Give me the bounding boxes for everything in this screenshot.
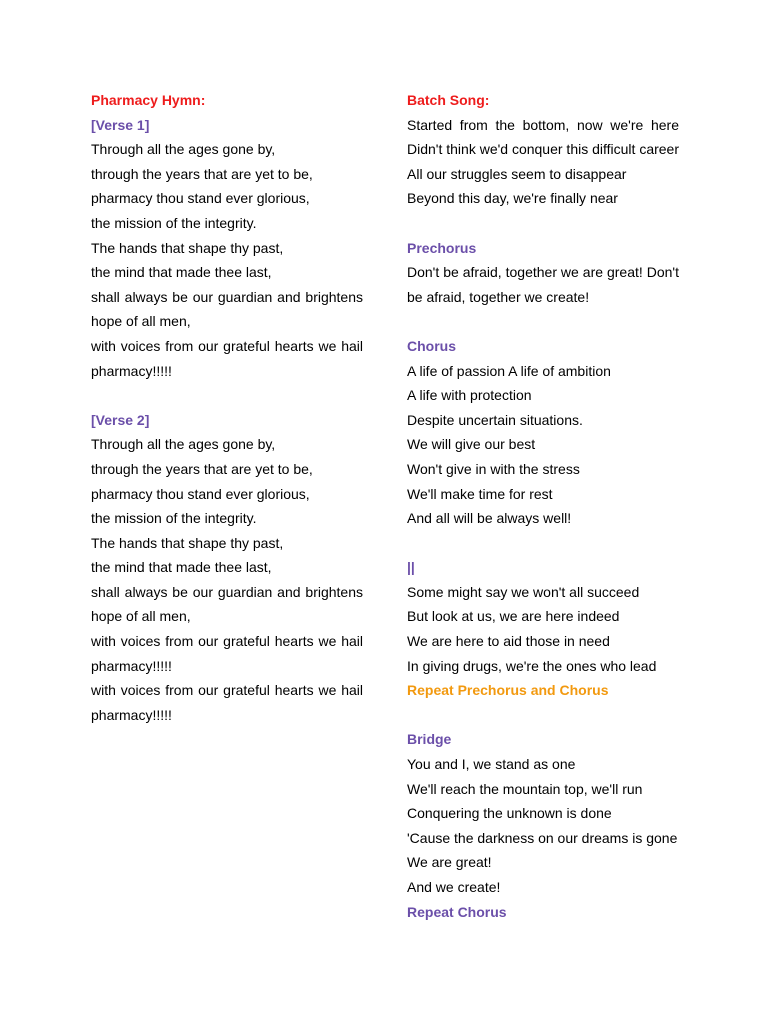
lyric-line: The hands that shape thy past,: [91, 239, 284, 256]
lyric-line: through the years that are yet to be,: [91, 165, 313, 182]
lyric-line: Through all the ages gone by,: [91, 436, 276, 453]
lyric-line: We'll reach the mountain top, we'll run: [407, 780, 643, 797]
lyric-line: The hands that shape thy past,: [91, 534, 284, 551]
bridge-lines: [407, 752, 679, 900]
lyric-line: through the years that are yet to be,: [91, 460, 313, 477]
lyric-line: the mind that made thee last,: [91, 264, 272, 281]
repeat-chorus-note: Repeat Chorus: [407, 903, 507, 920]
lyric-line: the mission of the integrity.: [91, 510, 257, 527]
lyric-line: We are here to aid those in need: [407, 633, 610, 650]
lyric-line: pharmacy thou stand ever glorious,: [91, 485, 310, 502]
repeat-prechorus-chorus-note: Repeat Prechorus and Chorus: [407, 682, 609, 699]
batch-song-title: Batch Song:: [407, 92, 490, 108]
prechorus-heading: Prechorus: [407, 239, 477, 256]
lyric-line: hope of all men,: [91, 608, 191, 625]
lyric-line: the mind that made thee last,: [91, 559, 272, 576]
spacer: [407, 531, 679, 556]
chorus-heading: Chorus: [407, 337, 456, 354]
spacer: [91, 383, 363, 408]
lyric-line: pharmacy!!!!!: [91, 657, 172, 674]
lyric-line: with voices from our grateful hearts we hail: [91, 633, 363, 650]
pharmacy-hymn-title: Pharmacy Hymn:: [91, 92, 206, 108]
lyric-line: We'll make time for rest: [407, 485, 553, 502]
lyric-line: Despite uncertain situations.: [407, 411, 583, 428]
lyric-line: Started from the bottom, now we're here: [407, 116, 679, 133]
lyric-line: 'Cause the darkness on our dreams is gone: [407, 829, 678, 846]
prechorus-text: Don't be afraid, together we are great! Don't be afraid, together we create!: [407, 264, 679, 305]
lyric-line: A life with protection: [407, 387, 532, 404]
lyric-line: pharmacy thou stand ever glorious,: [91, 190, 310, 207]
lyric-line: pharmacy!!!!!: [91, 706, 172, 723]
lyric-line: Some might say we won't all succeed: [407, 583, 640, 600]
lyric-line: You and I, we stand as one: [407, 756, 576, 773]
spacer: [407, 309, 679, 334]
lyric-line: shall always be our guardian and brightens: [91, 288, 363, 305]
verse-2-lines: [91, 432, 363, 727]
lyric-line: Won't give in with the stress: [407, 460, 580, 477]
lyric-line: And all will be always well!: [407, 510, 572, 527]
lyric-line: In giving drugs, we're the ones who lead: [407, 657, 657, 674]
part-2-heading: ||: [407, 559, 415, 576]
spacer: [407, 703, 679, 728]
lyric-line: Through all the ages gone by,: [91, 141, 276, 158]
bridge-heading: Bridge: [407, 731, 452, 748]
batch-song-verse: [407, 113, 679, 211]
chorus-lines: [407, 359, 679, 531]
lyric-line: with voices from our grateful hearts we hail: [91, 337, 363, 354]
lyric-line: Didn't think we'd conquer this difficult career: [407, 141, 680, 158]
lyric-line: pharmacy!!!!!: [91, 362, 172, 379]
lyric-line: All our struggles seem to disappear: [407, 165, 627, 182]
part-2-lines: [407, 580, 679, 678]
lyric-line: We are great!: [407, 854, 492, 871]
lyric-line: the mission of the integrity.: [91, 214, 257, 231]
lyric-line: But look at us, we are here indeed: [407, 608, 620, 625]
batch-song-column: [407, 88, 679, 924]
lyric-line: with voices from our grateful hearts we hail: [91, 682, 363, 699]
lyric-line: Beyond this day, we're finally near: [407, 190, 618, 207]
pharmacy-hymn-column: [91, 88, 363, 727]
lyric-line: shall always be our guardian and brightens: [91, 583, 363, 600]
lyric-line: A life of passion A life of ambition: [407, 362, 611, 379]
lyric-line: We will give our best: [407, 436, 536, 453]
verse-2-heading: [Verse 2]: [91, 411, 150, 428]
verse-1-heading: [Verse 1]: [91, 116, 150, 133]
lyric-line: hope of all men,: [91, 313, 191, 330]
lyric-line: Conquering the unknown is done: [407, 805, 612, 822]
lyric-line: And we create!: [407, 879, 501, 895]
verse-1-lines: [91, 137, 363, 383]
spacer: [407, 211, 679, 236]
